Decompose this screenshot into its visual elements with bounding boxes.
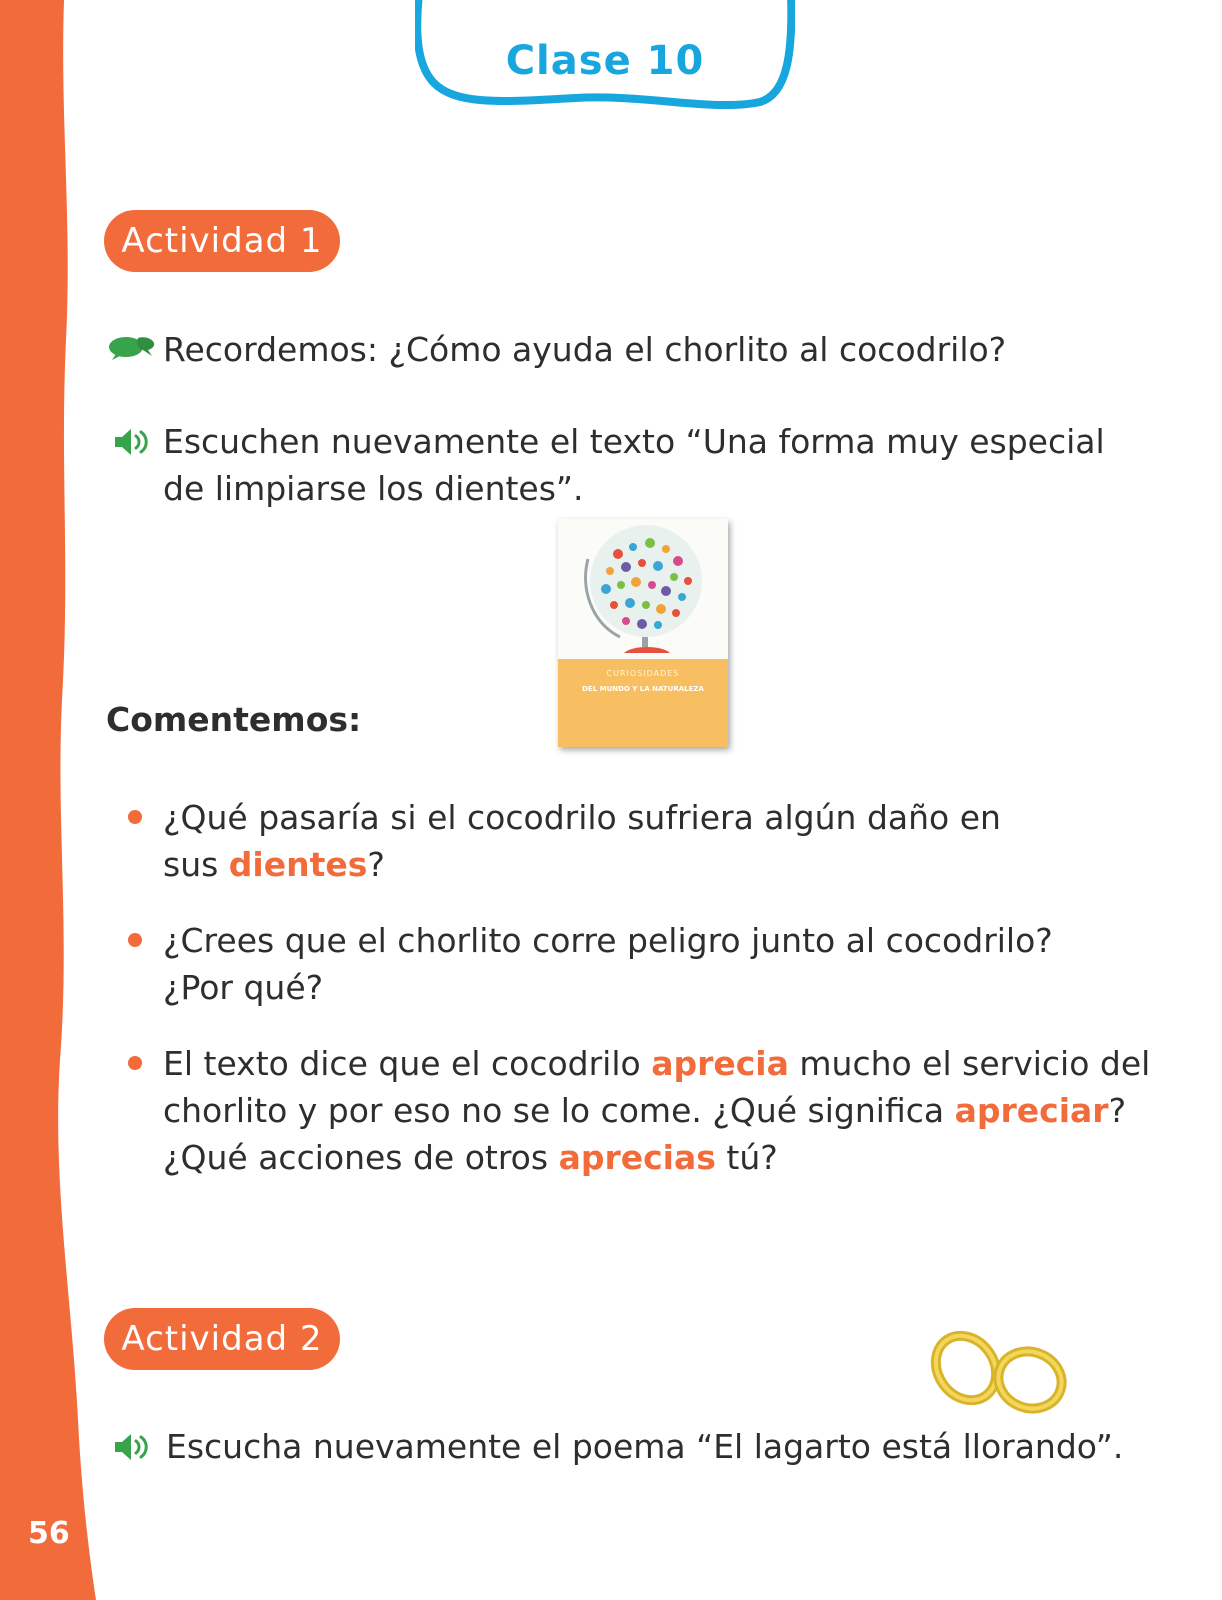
recordemos-text: Recordemos: ¿Cómo ayuda el chorlito al cocodrilo?: [163, 330, 1007, 369]
q3-l3-pre: ¿Qué acciones de otros: [163, 1138, 559, 1177]
question-3-line-2: [163, 1087, 1126, 1134]
rings-illustration: [920, 1324, 1080, 1419]
q3-l3-post: tú?: [715, 1138, 778, 1177]
bullet-2: [128, 933, 142, 947]
q3-l2-pre: chorlito y por eso no se lo come. ¿Qué significa: [163, 1091, 955, 1130]
q3-l2-post: ?: [1108, 1091, 1127, 1130]
question-3-line-1: [163, 1040, 1150, 1087]
book-cover: [558, 519, 728, 747]
highlight-dientes: dientes: [228, 845, 368, 884]
question-3-line-3: [163, 1134, 778, 1181]
escucha-poema-text: Escucha nuevamente el poema “El lagarto está llorando”.: [166, 1427, 1124, 1466]
question-2-line-1: ¿Crees que el chorlito corre peligro junto al cocodrilo?: [163, 921, 1053, 960]
book-title: DEL MUNDO Y LA NATURALEZA: [582, 685, 704, 693]
q1-end: ?: [367, 845, 385, 884]
question-2-line-2: ¿Por qué?: [163, 968, 324, 1007]
q3-l1-pre: El texto dice que el cocodrilo: [163, 1044, 652, 1083]
bullet-1: [128, 810, 142, 824]
side-band: [0, 0, 110, 1600]
speaker-icon: [113, 426, 153, 462]
comentemos-heading: Comentemos:: [106, 700, 362, 739]
speech-bubbles-icon: [108, 334, 158, 364]
question-1-line-2: [163, 841, 385, 888]
question-1-line-1: ¿Qué pasaría si el cocodrilo sufriera algún daño en: [163, 798, 1001, 837]
bullet-3: [128, 1056, 142, 1070]
clase-title: Clase 10: [505, 38, 705, 84]
speaker-icon: [113, 1431, 153, 1467]
q1-text: sus: [163, 845, 229, 884]
globe-illustration: [558, 519, 728, 659]
actividad-1-badge: Actividad 1: [104, 210, 340, 272]
highlight-aprecias: aprecias: [558, 1138, 716, 1177]
page-number: 56: [28, 1516, 70, 1551]
escuchen-line-2: de limpiarse los dientes”.: [163, 469, 584, 508]
escuchen-line-1: Escuchen nuevamente el texto “Una forma muy especial: [163, 422, 1105, 461]
q3-l1-post: mucho el servicio del: [788, 1044, 1151, 1083]
highlight-apreciar: apreciar: [954, 1091, 1109, 1130]
actividad-2-badge: Actividad 2: [104, 1308, 340, 1370]
book-subtitle: CURIOSIDADES: [606, 669, 680, 678]
highlight-aprecia: aprecia: [651, 1044, 789, 1083]
